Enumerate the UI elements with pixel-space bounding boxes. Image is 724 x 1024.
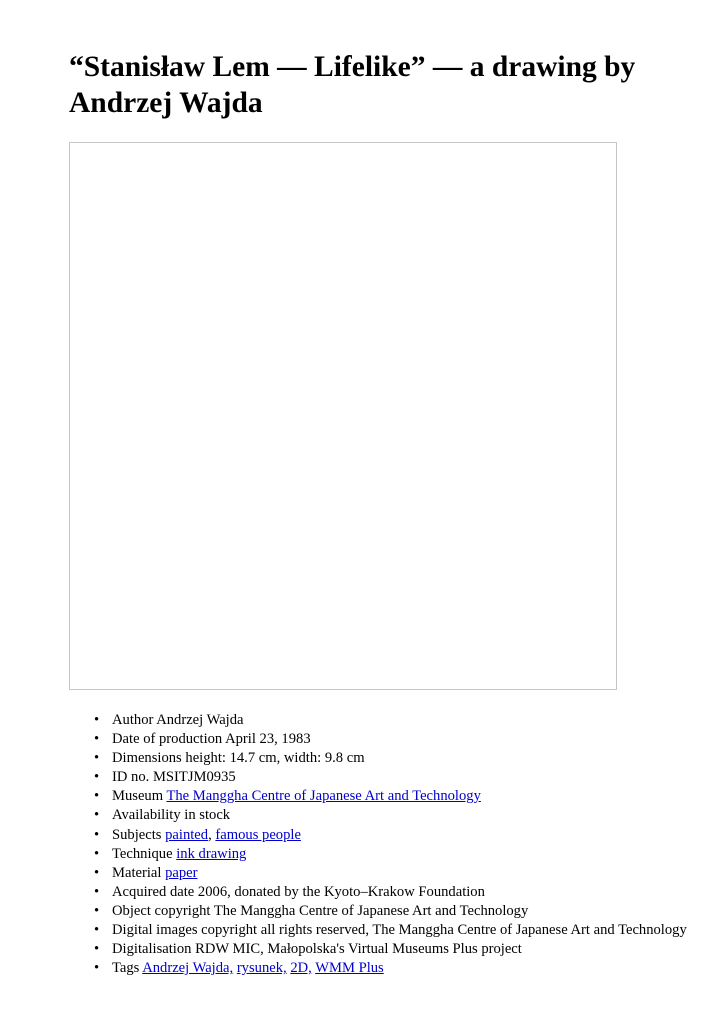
subject-link-famous-people[interactable]: famous people bbox=[215, 826, 301, 843]
subjects-separator: , bbox=[208, 826, 212, 843]
dimensions-label: Dimensions bbox=[112, 750, 182, 767]
page-title: “Stanisław Lem — Lifelike” — a drawing by Andrzej Wajda bbox=[69, 51, 636, 119]
metadata-list bbox=[0, 711, 687, 978]
artwork-image bbox=[69, 142, 617, 690]
list-item-acquired bbox=[0, 883, 687, 902]
technique-link[interactable]: ink drawing bbox=[176, 845, 247, 862]
material-label: Material bbox=[112, 864, 162, 881]
list-item-date bbox=[0, 730, 687, 749]
object-copyright-value: The Manggha Centre of Japanese Art and Technology bbox=[213, 902, 529, 919]
tag-link-andrzej-wajda[interactable]: Andrzej Wajda, bbox=[142, 960, 234, 977]
list-item-dimensions bbox=[0, 749, 687, 768]
tags-label: Tags bbox=[112, 960, 140, 977]
digitalisation-value: RDW MIC, Małopolska's Virtual Museums Plus project bbox=[195, 941, 522, 958]
digital-copyright-label: Digital images copyright bbox=[112, 922, 258, 939]
id-value: MSITJM0935 bbox=[152, 769, 236, 786]
list-item-id bbox=[0, 768, 687, 787]
tag-link-wmm-plus[interactable]: WMM Plus bbox=[315, 960, 384, 977]
list-item-tags bbox=[0, 959, 687, 978]
acquired-value: 2006, donated by the Kyoto–Krakow Foundation bbox=[197, 883, 485, 900]
digitalisation-label: Digitalisation bbox=[112, 941, 192, 958]
dimensions-value: height: 14.7 cm, width: 9.8 cm bbox=[185, 750, 365, 767]
author-value: Andrzej Wajda bbox=[156, 712, 244, 728]
subject-link-painted[interactable]: painted bbox=[165, 826, 209, 843]
tag-link-2d[interactable]: 2D, bbox=[290, 960, 312, 977]
list-item-digitalisation bbox=[0, 940, 687, 959]
tag-link-rysunek[interactable]: rysunek, bbox=[236, 960, 287, 977]
author-label: Author bbox=[112, 712, 154, 728]
list-item-digital-copyright bbox=[0, 921, 687, 940]
digital-copyright-value: all rights reserved, The Manggha Centre of Japanese Art and Technology bbox=[260, 922, 687, 939]
museum-label: Museum bbox=[112, 788, 164, 805]
availability-value: in stock bbox=[184, 807, 231, 824]
list-item-museum bbox=[0, 787, 687, 806]
date-label: Date of production bbox=[112, 731, 223, 748]
technique-label: Technique bbox=[112, 845, 173, 862]
date-value: April 23, 1983 bbox=[225, 731, 311, 748]
list-item-technique bbox=[0, 845, 687, 864]
list-item-object-copyright bbox=[0, 902, 687, 921]
list-item-availability bbox=[0, 806, 687, 825]
subjects-label: Subjects bbox=[112, 826, 162, 843]
museum-link[interactable]: The Manggha Centre of Japanese Art and Technology bbox=[166, 788, 481, 805]
availability-label: Availability bbox=[112, 807, 181, 824]
object-copyright-label: Object copyright bbox=[112, 902, 211, 919]
acquired-label: Acquired date bbox=[112, 883, 195, 900]
material-link[interactable]: paper bbox=[165, 864, 198, 881]
list-item-material bbox=[0, 864, 687, 883]
id-label: ID no. bbox=[112, 769, 150, 786]
list-item-author bbox=[0, 711, 687, 730]
list-item-subjects bbox=[0, 826, 687, 845]
